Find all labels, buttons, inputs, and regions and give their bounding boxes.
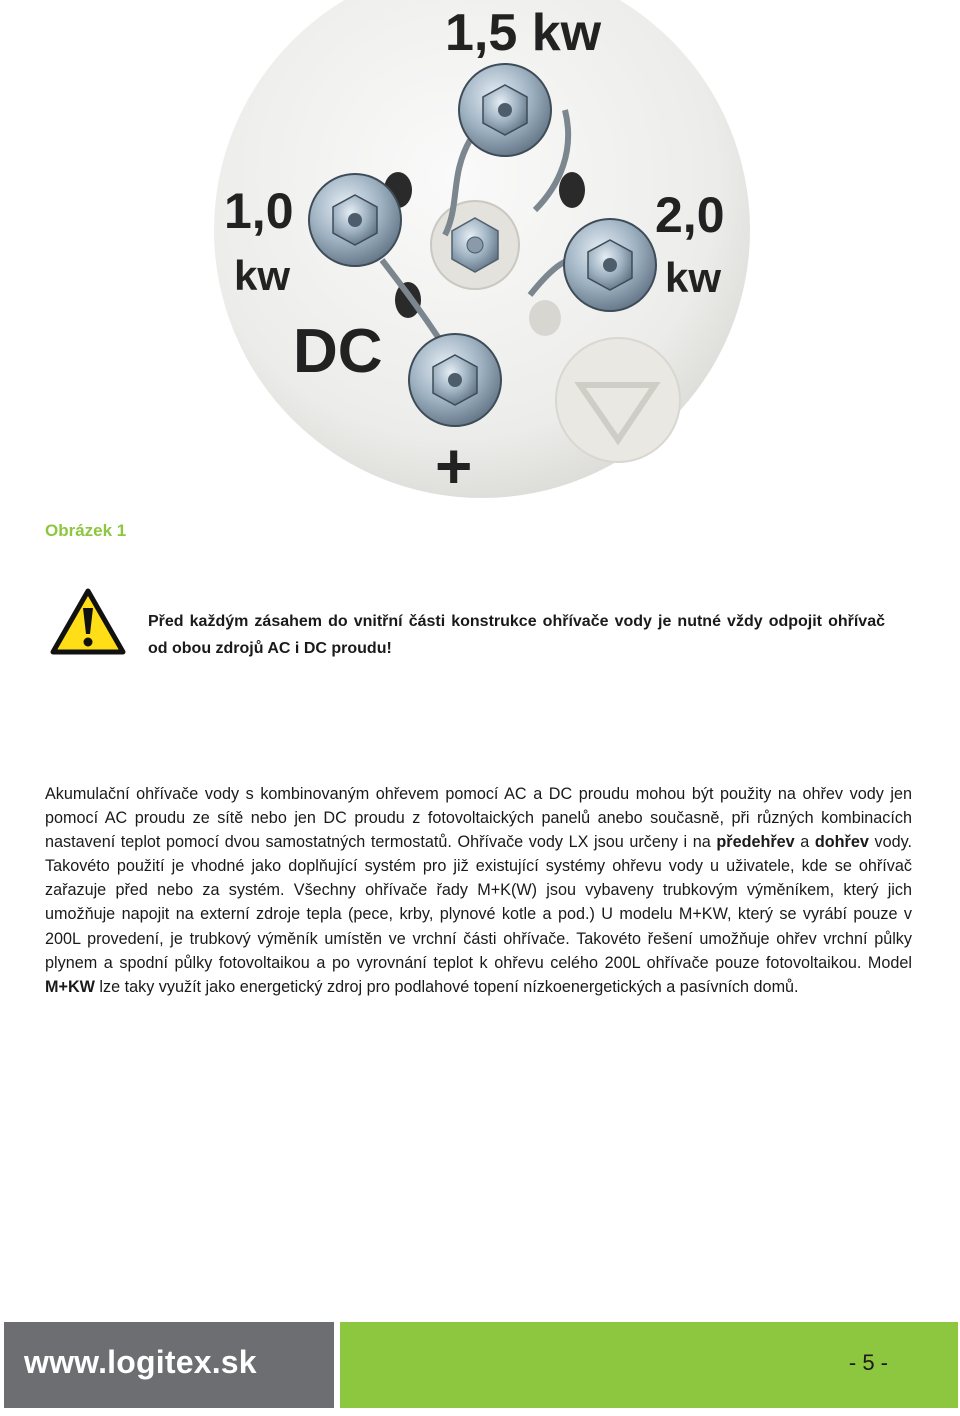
footer-url[interactable]: www.logitex.sk: [24, 1344, 257, 1380]
label-2-0-unit: kw: [665, 254, 722, 301]
terminal-hole: [529, 300, 561, 336]
terminal-hole: [395, 282, 421, 318]
label-dc: DC: [293, 317, 383, 386]
label-1-5kw: 1,5 kw: [445, 4, 602, 62]
body-bold-preheat: předehřev: [716, 833, 795, 852]
body-text-part: lze taky využít jako energetický zdroj pro podlahové topení nízkoenergetických a pasívních domů.: [94, 977, 799, 996]
body-bold-afterheat: dohřev: [814, 833, 869, 852]
body-text-part: vody. Takovéto použití je vhodné jako doplňující systém pro již existující systémy ohřevu vody u uživatele, kde se ohřívač zařazuje před nebo za systém. Všechny ohřívače řady M+K(W) jsou vybaveny trubkovým výměníkem, který jich umožňuje napojit na externí zdroje tepla (pece, krby, plynové kotle a pod.) U modelu M+KW, který se vyrábí pouze v 200L provedení, je trubkový výměník umístěn ve vrchní části ohřívače. Takovéto řešení umožňuje ohřev vrchní půlky plynem a spodní půlky fotovoltaikou a po vyrovnání teplot k ohřevu celého 200L ohřívače pouze fotovoltaikou. Model: [45, 833, 912, 972]
body-text-part: a: [794, 833, 815, 852]
body-text-part: Akumulační ohřívače vody s kombinovaným ohřevem pomocí AC a DC proudu mohou být použity na ohřev vody jen pomocí AC proudu ze sítě nebo jen DC proudu z fotovoltaických panelů anebo současně, při různých kombinacích nastavení teplot pomocí dvou samostatných termostatů. Ohřívače vody LX jsou určeny i na: [45, 785, 912, 852]
footer-page-box: [340, 1322, 958, 1408]
warning-triangle-icon: [50, 588, 126, 656]
terminal-dc-plus: [409, 334, 501, 426]
label-1-0-unit: kw: [234, 252, 291, 299]
terminal-1-0kw: [309, 174, 401, 266]
terminal-2-0kw: [564, 219, 656, 311]
terminal-1-5kw: [459, 64, 551, 156]
body-paragraph: [45, 782, 912, 999]
page-footer: [0, 1322, 960, 1416]
label-2-0: 2,0: [655, 187, 725, 243]
warning-text: Před každým zásahem do vnitřní části konstrukce ohřívače vody je nutné vždy odpojit ohřívač od obou zdrojů AC i DC proudu!: [148, 613, 885, 657]
footer-url-box: [4, 1322, 334, 1408]
figure-caption: Obrázek 1: [45, 521, 127, 540]
page-number: - 5 -: [848, 1350, 888, 1375]
label-1-0: 1,0: [224, 183, 294, 239]
heater-terminal-figure: [200, 0, 760, 500]
label-plus: +: [435, 430, 473, 500]
body-bold-model: M+KW: [45, 977, 95, 996]
terminal-hole: [559, 172, 585, 208]
